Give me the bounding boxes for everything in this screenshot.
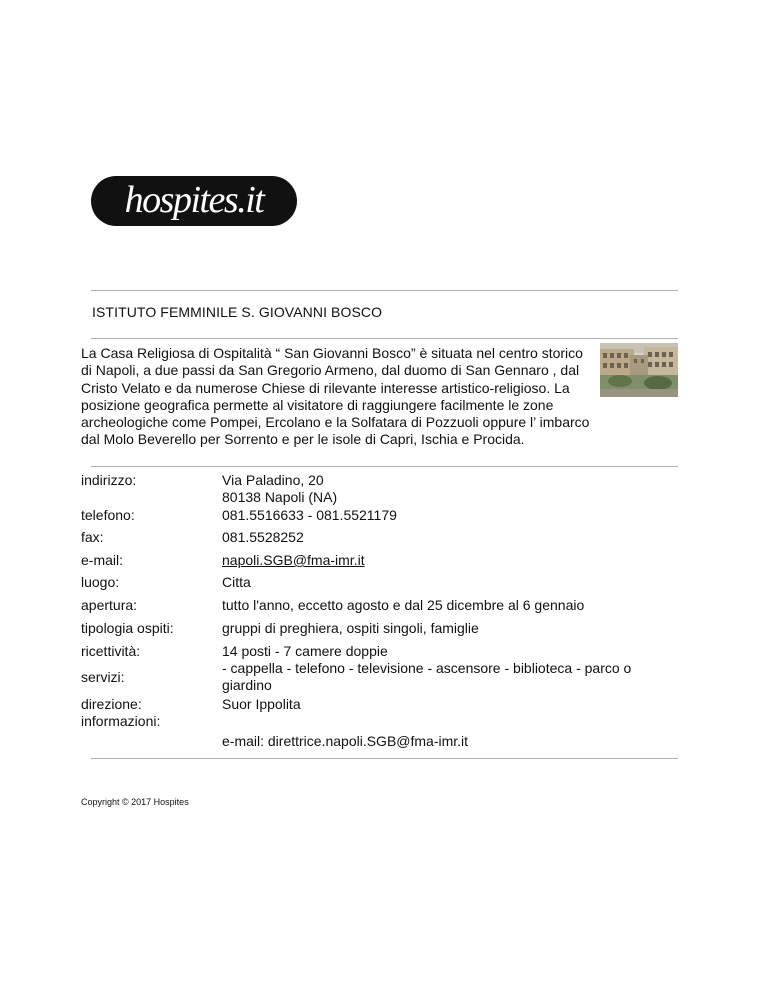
hospites-logo: hospites.it [91, 176, 297, 226]
address-line1: Via Paladino, 20 [222, 472, 324, 488]
opening-label: apertura: [81, 597, 138, 613]
email-link[interactable]: napoli.SGB@fma-imr.it [222, 552, 365, 568]
services-label: servizi: [81, 669, 125, 685]
direction-value: Suor Ippolita [222, 696, 301, 712]
email-label: e-mail: [81, 552, 124, 568]
capacity-label: ricettività: [81, 643, 141, 659]
description-text: La Casa Religiosa di Ospitalità “ San Giovanni Bosco” è situata nel centro storico di Napoli, a due passi da San Gregorio Armeno, dal duomo di San Gennaro , dal Cristo Velato e da numerose Chiese di rilevante interesse artistico-religioso. La posizione geografica permette al visitatore di raggiungere facilmente le zone archeologiche come Pompei, Ercolano e la Solfatara di Pozzuoli oppure l’ imbarco dal Molo Beverello per Sorrento e per le isole di Capri, Ischia e Procida. [81, 345, 590, 448]
guest-type-value: gruppi di preghiera, ospiti singoli, famiglie [222, 620, 479, 636]
address-label: indirizzo: [81, 472, 137, 488]
copyright-text: Copyright © 2017 Hospites [81, 797, 189, 807]
place-label: luogo: [81, 574, 120, 590]
divider-details [91, 466, 678, 467]
address-line2: 80138 Napoli (NA) [222, 489, 338, 505]
building-photo [600, 343, 678, 397]
info-label: informazioni: [81, 713, 161, 729]
place-value: Citta [222, 574, 251, 590]
phone-label: telefono: [81, 507, 135, 523]
divider-title [91, 338, 678, 339]
guest-type-label: tipologia ospiti: [81, 620, 174, 636]
direction-label: direzione: [81, 696, 142, 712]
capacity-value: 14 posti - 7 camere doppie [222, 643, 388, 659]
institute-title: ISTITUTO FEMMINILE S. GIOVANNI BOSCO [92, 304, 383, 320]
info-value: e-mail: direttrice.napoli.SGB@fma-imr.it [222, 733, 469, 749]
fax-value: 081.5528252 [222, 529, 304, 545]
divider-bottom [91, 758, 678, 759]
phone-value: 081.5516633 - 081.5521179 [222, 507, 397, 523]
opening-value: tutto l'anno, eccetto agosto e dal 25 dicembre al 6 gennaio [222, 597, 585, 613]
services-value: - cappella - telefono - televisione - ascensore - biblioteca - parco o giardino [222, 660, 632, 693]
fax-label: fax: [81, 529, 104, 545]
divider-top [91, 290, 678, 291]
